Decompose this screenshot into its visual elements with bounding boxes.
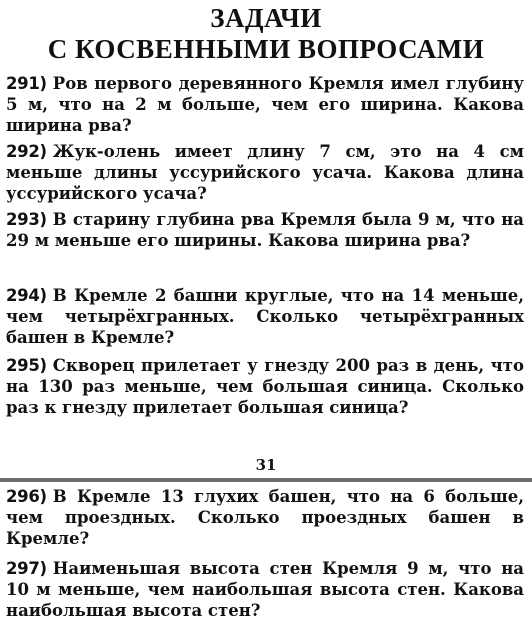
problem-number: 293) — [6, 210, 47, 229]
page-divider — [0, 478, 532, 482]
section-title-line-1: ЗАДАЧИ — [210, 3, 322, 33]
problem-text: Жук-олень имеет длину 7 см, это на 4 см меньше длины уссурийского усача. Какова длина уссурийского усача? — [6, 142, 524, 204]
problem-296 — [6, 486, 524, 550]
problem-297 — [6, 558, 524, 622]
problem-number: 295) — [6, 356, 47, 375]
problem-text: Наименьшая высота стен Кремля 9 м, что на 10 м меньше, чем наибольшая высота стен. Какова наибольшая высота стен? — [6, 559, 524, 621]
problem-number: 294) — [6, 286, 47, 305]
page-number: 31 — [255, 456, 277, 474]
problem-295 — [6, 355, 524, 419]
section-title-line-2: С КОСВЕННЫМИ ВОПРОСАМИ — [47, 34, 485, 64]
problem-number: 296) — [6, 487, 47, 506]
problem-292 — [6, 141, 524, 205]
problem-number: 291) — [6, 74, 47, 93]
problem-text: Ров первого деревянного Кремля имел глубину 5 м, что на 2 м больше, чем его ширина. Какова ширина рва? — [6, 74, 524, 136]
problem-number: 297) — [6, 559, 47, 578]
problem-text: В старину глубина рва Кремля была 9 м, что на 29 м меньше его ширины. Какова ширина рва? — [6, 210, 524, 251]
problem-293 — [6, 209, 524, 251]
problem-text: Скворец прилетает у гнезду 200 раз в день, что на 130 раз меньше, чем большая синица. Сколько раз к гнезду прилетает большая синица? — [6, 356, 524, 418]
problem-text: В Кремле 2 башни круглые, что на 14 меньше, чем четырёхгранных. Сколько четырёхгранных башен в Кремле? — [6, 286, 524, 348]
problem-text: В Кремле 13 глухих башен, что на 6 больше, чем проездных. Сколько проездных башен в Кремле? — [6, 487, 524, 549]
problem-291 — [6, 73, 524, 137]
problem-294 — [6, 285, 524, 349]
problem-number: 292) — [6, 142, 47, 161]
